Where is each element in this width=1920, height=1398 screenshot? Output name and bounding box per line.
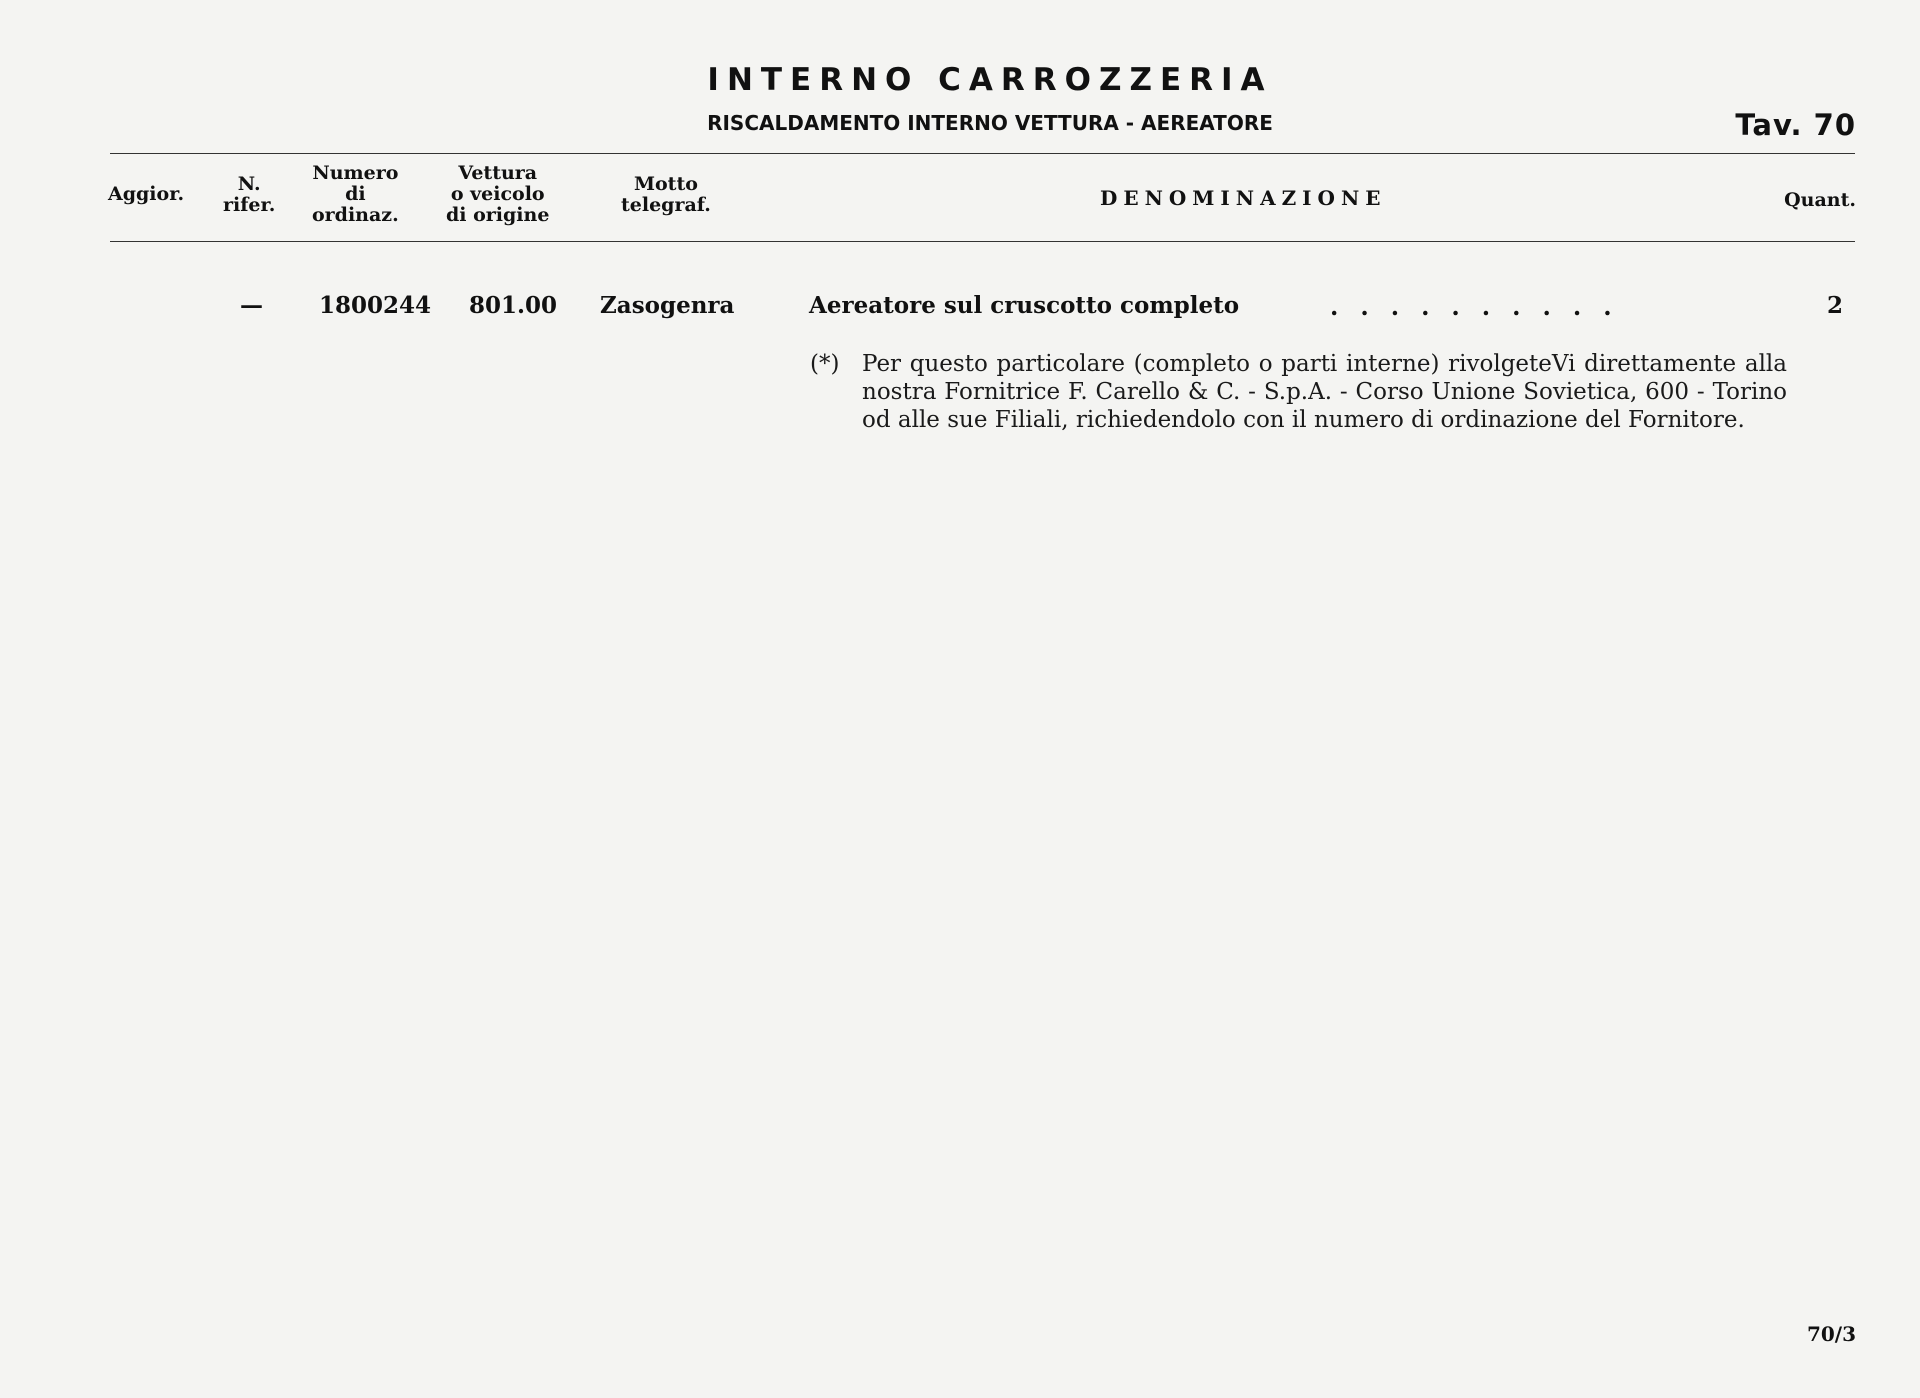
column-header-quant: Quant. (1784, 189, 1856, 211)
column-header-motto-line2: telegraf. (621, 194, 711, 216)
row-aggior-cell: — (240, 292, 263, 319)
column-header-nrifer-line2: rifer. (223, 194, 276, 216)
column-header-numero-line2: di (345, 183, 366, 205)
header-bottom-rule (110, 241, 1855, 242)
column-header-vettura-line1: Vettura (458, 162, 538, 184)
note-text: Per questo particolare (completo o parti interne) rivolgeteVi direttamente alla nostra Fornitrice F. Carello & C. - S.p.A. - Corso Unione Sovietica, 600 - Torino od alle sue Filiali, richiedendolo con il numero di ordinazione del Fornitore. (862, 351, 1787, 433)
column-header-vettura-line2: o veicolo (450, 183, 545, 205)
header-top-rule (110, 153, 1855, 154)
column-header-numero-line1: Numero (312, 162, 399, 184)
row-motto-cell: Zasogenra (600, 292, 735, 319)
column-header-vettura (446, 163, 549, 226)
column-header-numero (312, 163, 399, 226)
row-quant-cell: 2 (1826, 292, 1843, 319)
column-header-nrifer-line1: N. (237, 173, 261, 195)
column-header-denominazione: DENOMINAZIONE (1100, 186, 1387, 210)
column-header-vettura-line3: di origine (446, 204, 550, 226)
table-number: Tav. 70 (1735, 108, 1856, 142)
page-subtitle: RISCALDAMENTO INTERNO VETTURA - AEREATORE (707, 111, 1273, 135)
page-number: 70/3 (1806, 1322, 1856, 1346)
page-title: INTERNO CARROZZERIA (707, 62, 1273, 98)
column-header-motto-line1: Motto (633, 173, 698, 195)
row-leader-dots: .......... (1330, 292, 1634, 321)
column-header-numero-line3: ordinaz. (312, 204, 399, 226)
row-ordinaz-cell: 1800244 (319, 292, 432, 319)
column-header-nrifer (223, 174, 275, 216)
column-header-motto (621, 174, 711, 216)
note-asterisk-mark: (*) (810, 351, 840, 377)
column-header-aggior: Aggior. (108, 183, 185, 205)
row-denominazione-cell: Aereatore sul cruscotto completo (809, 292, 1240, 319)
row-vettura-cell: 801.00 (469, 292, 558, 319)
